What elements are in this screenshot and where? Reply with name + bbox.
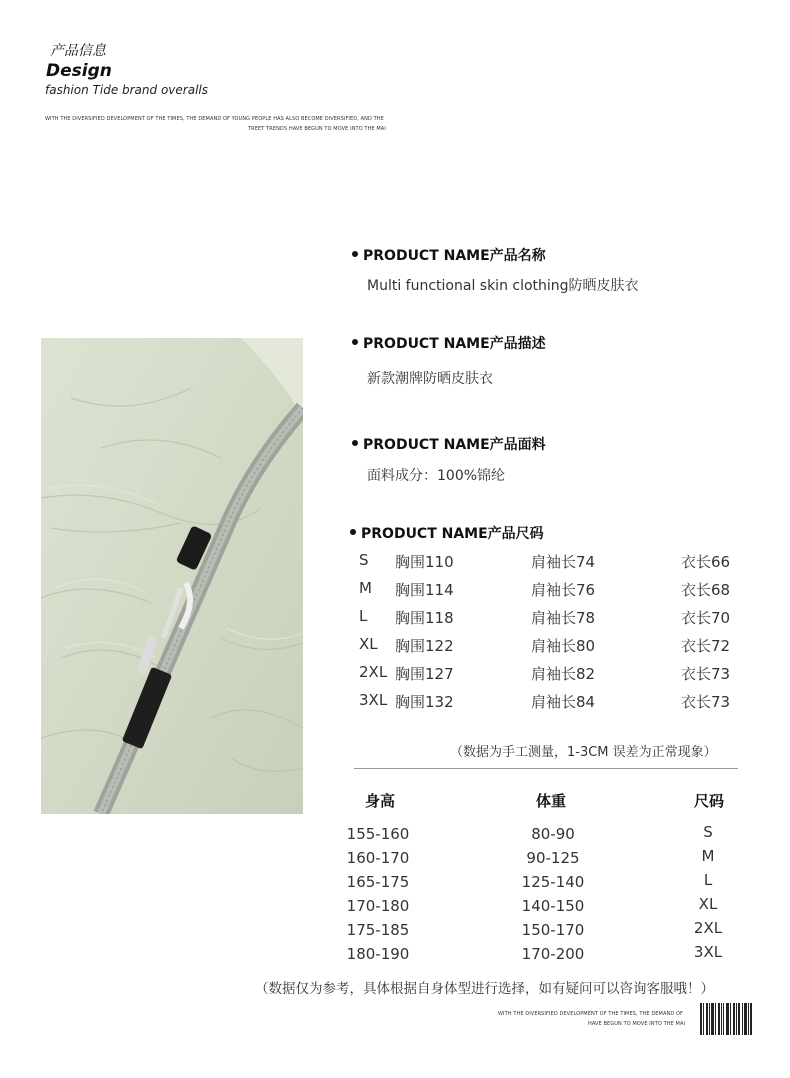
weight-cell: 90-125 — [526, 849, 580, 867]
header-design-title: Design — [46, 61, 112, 81]
sleeve-value: 肩袖长84 — [531, 693, 596, 711]
sleeve-value: 肩袖长80 — [531, 637, 596, 655]
bullet-dot-icon — [352, 440, 358, 446]
length-value: 衣长70 — [681, 609, 731, 627]
col-header-weight: 体重 — [535, 792, 566, 810]
header-tiny-text-1: WITH THE DIVERSIFIED DEVELOPMENT OF THE TIMES, THE DEMAND OF YOUNG PEOPLE HAS ALSO BECOME DIVERSIFIED, AND THE — [45, 116, 384, 122]
height-cell: 155-160 — [346, 825, 410, 843]
chest-value: 胸围114 — [395, 581, 454, 599]
bullet-dot-icon — [350, 529, 356, 535]
divider — [354, 768, 738, 769]
size-label: 2XL — [359, 663, 388, 681]
height-cell: 170-180 — [346, 897, 410, 915]
sleeve-value: 肩袖长78 — [531, 609, 596, 627]
size-cell: 2XL — [693, 919, 723, 937]
chest-value: 胸围127 — [395, 665, 454, 683]
weight-cell: 150-170 — [521, 921, 585, 939]
size-cell: S — [703, 823, 713, 841]
size-chart-row — [359, 607, 749, 631]
barcode-icon — [700, 1003, 752, 1035]
section-title-text: PRODUCT NAME产品描述 — [363, 336, 546, 352]
header-tiny-text-2: TREET TRENDS HAVE BEGUN TO MOVE INTO THE MAI — [248, 126, 386, 132]
section-title-size — [350, 523, 544, 543]
height-cell: 165-175 — [346, 873, 410, 891]
header-subtitle: fashion Tide brand overalls — [45, 83, 208, 97]
section-title-fabric — [352, 434, 546, 454]
size-cell: M — [701, 847, 715, 865]
weight-cell: 170-200 — [521, 945, 585, 963]
size-chart-row — [359, 635, 749, 659]
length-value: 衣长68 — [681, 581, 731, 599]
product-name-value: Multi functional skin clothing防晒皮肤衣 — [367, 278, 639, 294]
chest-value: 胸围110 — [395, 553, 454, 571]
weight-cell: 125-140 — [521, 873, 585, 891]
col-header-size: 尺码 — [693, 792, 724, 810]
size-label: L — [359, 607, 368, 625]
size-cell: L — [703, 871, 713, 889]
size-label: M — [359, 579, 372, 597]
section-title-product-name — [352, 245, 546, 265]
size-cell: 3XL — [693, 943, 723, 961]
chest-value: 胸围132 — [395, 693, 454, 711]
height-column — [328, 822, 428, 966]
height-cell: 175-185 — [346, 921, 410, 939]
weight-column — [503, 822, 603, 966]
size-label: 3XL — [359, 691, 388, 709]
length-value: 衣长72 — [681, 637, 731, 655]
bullet-dot-icon — [352, 251, 358, 257]
fabric-value: 面料成分：100%锦纶 — [367, 468, 506, 484]
section-title-text: PRODUCT NAME产品名称 — [363, 248, 546, 264]
size-chart-row — [359, 551, 749, 575]
section-title-product-desc — [352, 333, 546, 353]
height-cell: 160-170 — [346, 849, 410, 867]
size-chart-row — [359, 691, 749, 715]
measure-note: （数据为手工测量，1-3CM 误差为正常现象） — [450, 745, 717, 760]
header-cn-title: 产品信息 — [50, 43, 106, 59]
section-title-text: PRODUCT NAME产品面料 — [363, 437, 546, 453]
footer-tiny-text-2: HAVE BEGUN TO MOVE INTO THE MAI — [588, 1021, 686, 1027]
section-title-text: PRODUCT NAME产品尺码 — [361, 526, 544, 542]
weight-cell: 140-150 — [521, 897, 585, 915]
sleeve-value: 肩袖长82 — [531, 665, 596, 683]
length-value: 衣长73 — [681, 665, 731, 683]
col-header-height: 身高 — [364, 792, 395, 810]
size-label: S — [359, 551, 369, 569]
height-cell: 180-190 — [346, 945, 410, 963]
footer-tiny-text-1: WITH THE DIVERSIFIED DEVELOPMENT OF THE TIMES, THE DEMAND OF — [498, 1011, 683, 1017]
product-photo — [41, 338, 303, 814]
size-chart-row — [359, 663, 749, 687]
length-value: 衣长73 — [681, 693, 731, 711]
bullet-dot-icon — [352, 339, 358, 345]
size-chart-row — [359, 579, 749, 603]
chest-value: 胸围118 — [395, 609, 454, 627]
length-value: 衣长66 — [681, 553, 731, 571]
product-desc-value: 新款潮牌防晒皮肤衣 — [367, 371, 493, 387]
sleeve-value: 肩袖长76 — [531, 581, 596, 599]
sleeve-value: 肩袖长74 — [531, 553, 596, 571]
size-cell: XL — [698, 895, 718, 913]
footer-note: （数据仅为参考，具体根据自身体型进行选择，如有疑问可以咨询客服哦！） — [255, 981, 714, 997]
chest-value: 胸围122 — [395, 637, 454, 655]
size-label: XL — [359, 635, 378, 653]
size-column — [658, 820, 758, 964]
weight-cell: 80-90 — [531, 825, 575, 843]
